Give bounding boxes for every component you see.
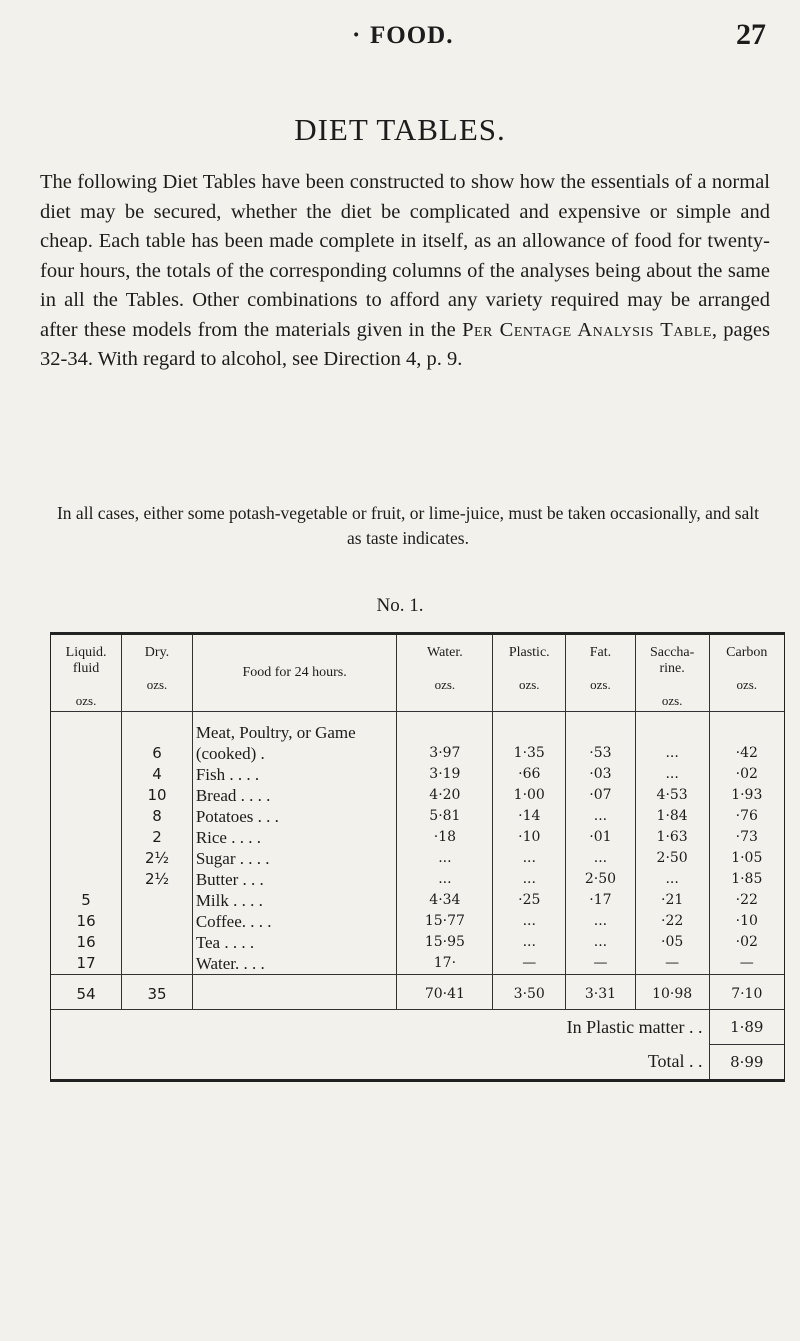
diet-table	[50, 632, 785, 1082]
running-head	[0, 18, 800, 58]
plastic-matter-label: In Plastic matter . .	[51, 1010, 709, 1045]
running-title: · FOOD.	[370, 22, 453, 50]
table-row: 2 Rice . . . . ·18 ·10 ·01 1·63 ·73	[51, 827, 784, 848]
table-row: 4 Fish . . . . 3·19 ·66 ·03 ... ·02	[51, 764, 784, 785]
grand-total-value: 8·99	[709, 1045, 784, 1080]
grand-total-row	[51, 1045, 784, 1080]
diet-note: In all cases, either some potash-vegetable or fruit, or lime-juice, must be taken occasionally, and salt as taste indicates.	[56, 503, 760, 548]
total-saccharine: 10·98	[635, 975, 709, 1010]
totals-row	[51, 975, 784, 1010]
table-row: 10 Bread . . . . 4·20 1·00 ·07 4·53 1·93	[51, 785, 784, 806]
header-saccharine: Saccha- rine. ozs.	[635, 635, 709, 712]
plastic-matter-row	[51, 1010, 784, 1045]
table-row: 5 Milk . . . . 4·34 ·25 ·17 ·21 ·22	[51, 890, 784, 911]
header-water: Water. ozs.	[397, 635, 493, 712]
total-fat: 3·31	[566, 975, 636, 1010]
total-dry: 35	[122, 975, 193, 1010]
header-carbon: Carbon ozs.	[709, 635, 784, 712]
table-row: 8 Potatoes . . . 5·81 ·14 ... 1·84 ·76	[51, 806, 784, 827]
table-row: 16 Tea . . . . 15·95 ... ... ·05 ·02	[51, 932, 784, 953]
table-header-row	[51, 635, 784, 712]
table-number-label: No. 1.	[376, 595, 424, 616]
plastic-matter-value: 1·89	[709, 1010, 784, 1045]
table-row: 6 (cooked) . 3·97 1·35 ·53 ... ·42	[51, 743, 784, 764]
intro-table-reference: Per Centage Analysis Table	[462, 318, 712, 341]
grand-total-label: Total . .	[647, 1051, 703, 1072]
table-row: 16 Coffee. . . . 15·77 ... ... ·22 ·10	[51, 911, 784, 932]
header-fat: Fat. ozs.	[566, 635, 636, 712]
header-plastic: Plastic. ozs.	[493, 635, 566, 712]
page-title: DIET TABLES.	[294, 112, 506, 147]
intro-paragraph	[40, 168, 770, 375]
intro-text-2: , pages 32-34. With regard to alcohol, see Direction 4, p. 9.	[40, 318, 770, 370]
total-liquid: 54	[51, 975, 122, 1010]
table-row-group-label	[51, 712, 784, 744]
total-water: 70·41	[397, 975, 493, 1010]
group-label: Meat, Poultry, or Game	[192, 712, 397, 744]
header-liquid: Liquid. fluid ozs.	[51, 635, 122, 712]
table-row: 17 Water. . . . 17· — — — —	[51, 953, 784, 975]
total-carbon: 7·10	[709, 975, 784, 1010]
page-number: 27	[736, 18, 766, 51]
intro-text-1: The following Diet Tables have been constructed to show how the essentials of a normal diet may be secured, whether the diet be complicated and expensive or simple and cheap. Each table has been made complete in itself, as an allowance of food for twenty-four hours, the totals of the corresponding columns of the analyses being about the same in all the Tables. Other combinations to afford any variety required may be arranged after these models from the materials given in the	[40, 171, 770, 341]
header-dry: Dry. ozs.	[122, 635, 193, 712]
table-row: 2½ Butter . . . ... ... 2·50 ... 1·85	[51, 869, 784, 890]
table-row: 2½ Sugar . . . . ... ... ... 2·50 1·05	[51, 848, 784, 869]
total-plastic: 3·50	[493, 975, 566, 1010]
header-food: Food for 24 hours.	[192, 635, 397, 712]
